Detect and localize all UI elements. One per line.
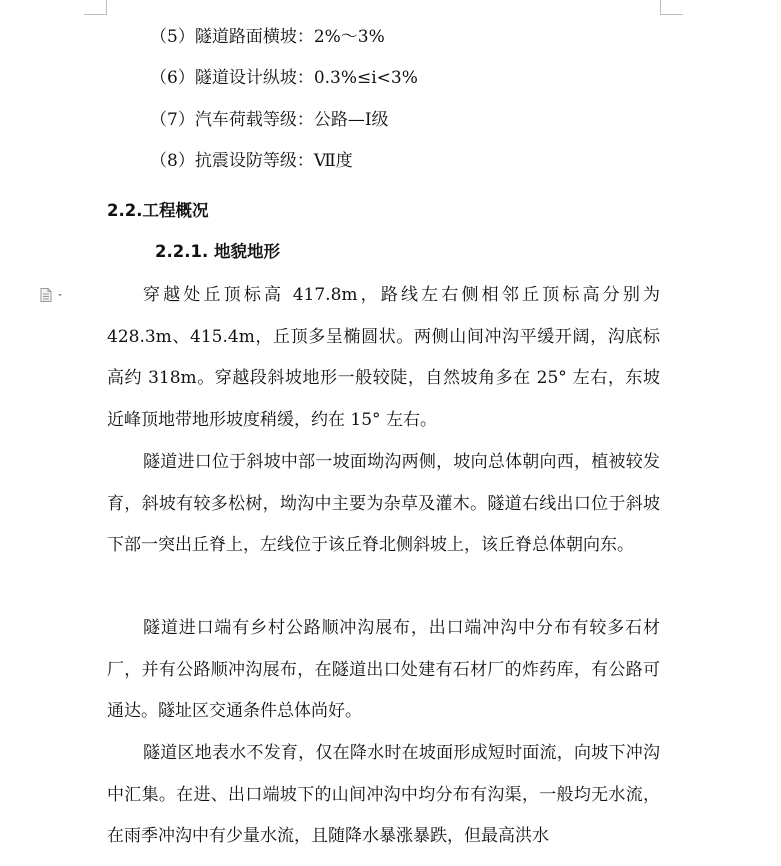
spec-item: （5）隧道路面横坡：2%～3% <box>150 27 385 47</box>
paragraph: 隧道进口端有乡村公路顺冲沟展布，出口端冲沟中分布有较多石材厂，并有公路顺冲沟展布，在隧道出口处建有石材厂的炸药库，有公路可通达。隧址区交通条件总体尚好。 <box>107 618 660 721</box>
paragraph: 穿越处丘顶标高 417.8m，路线左右侧相邻丘顶标高分别为 428.3m、415.4m，丘顶多呈椭圆状。两侧山间冲沟平缓开阔，沟底标高约 318m。穿越段斜坡地形一般较陡，自然坡角多在 25° 左右，东坡近峰顶地带地形坡度稍缓，约在 15° 左右。 <box>107 285 660 430</box>
subsection-heading: 2.2.1. 地貌地形 <box>155 242 280 261</box>
section-heading: 2.2.工程概况 <box>107 201 209 220</box>
spec-item: （6）隧道设计纵坡：0.3%≤i<3% <box>150 68 418 88</box>
paragraph: 隧道进口位于斜坡中部一坡面坳沟两侧，坡向总体朝向西，植被较发育，斜坡有较多松树，坳沟中主要为杂草及灌木。隧道右线出口位于斜坡下部一突出丘脊上，左线位于该丘脊北侧斜坡上，该丘脊总体朝向东。 <box>107 452 660 555</box>
page-corner-mark-right <box>660 0 683 15</box>
spec-item: （8）抗震设防等级：Ⅶ度 <box>150 151 353 171</box>
paragraph: 隧道区地表水不发育，仅在降水时在坡面形成短时面流，向坡下冲沟中汇集。在进、出口端坡下的山间冲沟中均分布有沟渠，一般均无水流，在雨季冲沟中有少量水流，且随降水暴涨暴跌，但最高洪水 <box>107 743 660 846</box>
document-options-icon[interactable] <box>40 287 66 301</box>
page-corner-mark-left <box>84 0 107 15</box>
spec-item: （7）汽车荷载等级：公路—Ⅰ级 <box>150 110 389 130</box>
